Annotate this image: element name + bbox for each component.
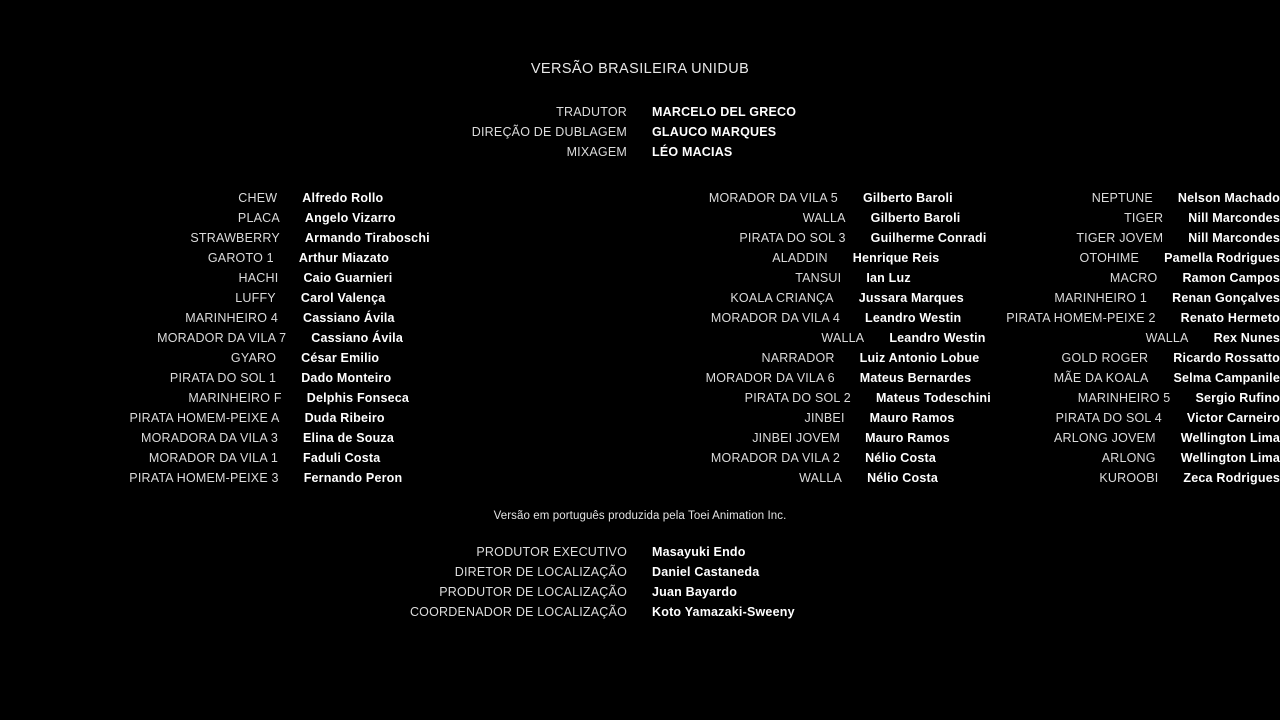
cast-role: GYARO [230,351,277,365]
localization-credits-block [0,542,1280,622]
localization-row [0,542,1280,562]
cast-name: Elina de Souza [303,431,395,445]
cast-role: JINBEI JOVEM [752,431,841,445]
cast-name: Alfredo Rollo [302,191,384,205]
cast-name: Arthur Miazato [298,251,390,265]
cast-role: PIRATA HOMEM-PEIXE 2 [1006,311,1156,325]
localization-row [0,602,1280,622]
cast-name: Jussara Marques [858,291,964,305]
cast-name: Cassiano Ávila [311,331,404,345]
cast-role: MARINHEIRO 5 [1077,391,1171,405]
cast-name: Leandro Westin [889,331,986,345]
cast-role: NEPTUNE [1091,191,1153,205]
staff-row [0,102,1280,122]
localization-row [0,562,1280,582]
cast-role: MORADOR DA VILA 1 [148,451,278,465]
cast-name: Nélio Costa [865,451,937,465]
cast-name: Renato Hermeto [1180,311,1280,325]
cast-name: Leandro Westin [865,311,962,325]
cast-name: Mateus Bernardes [859,371,972,385]
cast-name: Cassiano Ávila [302,311,395,325]
cast-row [0,308,1280,328]
cast-role: ARLONG JOVEM [1053,431,1156,445]
cast-role: HACHI [238,271,279,285]
cast-role: MORADOR DA VILA 6 [705,371,835,385]
cast-name: Rex Nunes [1213,331,1280,345]
cast-row [0,368,1280,388]
cast-row [0,428,1280,448]
staff-credits-block [0,102,1280,162]
cast-row [0,388,1280,408]
cast-name: Zeca Rodrigues [1183,471,1280,485]
cast-row [0,448,1280,468]
localization-role: COORDENADOR DE LOCALIZAÇÃO [409,605,627,619]
localization-role: DIRETOR DE LOCALIZAÇÃO [454,565,627,579]
cast-name: Duda Ribeiro [304,411,385,425]
cast-name: Nélio Costa [867,471,939,485]
cast-name: Wellington Lima [1180,431,1280,445]
cast-role: STRAWBERRY [190,231,280,245]
cast-role: JINBEI [804,411,845,425]
cast-role: LUFFY [235,291,276,305]
cast-name: Caio Guarnieri [303,271,393,285]
cast-role: PIRATA DO SOL 2 [744,391,851,405]
cast-name: Nill Marcondes [1188,231,1280,245]
staff-role: DIREÇÃO DE DUBLAGEM [471,125,627,139]
cast-row [0,408,1280,428]
cast-name: Sergio Rufino [1195,391,1280,405]
cast-role: PIRATA HOMEM-PEIXE A [129,411,280,425]
cast-role: MORADOR DA VILA 7 [157,331,287,345]
staff-row [0,122,1280,142]
cast-role: WALLA [802,211,846,225]
localization-name: Daniel Castaneda [652,565,760,579]
cast-name: Ramon Campos [1182,271,1280,285]
cast-name: Luiz Antonio Lobue [859,351,980,365]
localization-name: Masayuki Endo [652,545,746,559]
cast-name: Mauro Ramos [865,431,950,445]
staff-row [0,142,1280,162]
staff-role: MIXAGEM [566,145,627,159]
cast-role: MACRO [1109,271,1158,285]
cast-role: PIRATA HOMEM-PEIXE 3 [129,471,279,485]
cast-name: Armando Tiraboschi [304,231,430,245]
cast-name: Selma Campanile [1173,371,1280,385]
cast-credits-block [0,188,1280,488]
cast-row [0,188,1280,208]
cast-role: GAROTO 1 [207,251,274,265]
cast-name: Gilberto Baroli [862,191,953,205]
cast-name: Guilherme Conradi [870,231,987,245]
cast-name: Nelson Machado [1177,191,1280,205]
cast-role: PLACA [237,211,280,225]
cast-role: MORADOR DA VILA 5 [708,191,838,205]
cast-role: WALLA [799,471,843,485]
cast-role: MORADORA DA VILA 3 [141,431,278,445]
cast-role: TIGER JOVEM [1076,231,1164,245]
cast-role: OTOHIME [1079,251,1140,265]
cast-row [0,328,1280,348]
cast-row [0,228,1280,248]
cast-name: Pamella Rodrigues [1164,251,1280,265]
cast-role: TANSUI [795,271,842,285]
cast-name: Mateus Todeschini [875,391,991,405]
localization-role: PRODUTOR EXECUTIVO [476,545,627,559]
cast-name: Ricardo Rossatto [1173,351,1280,365]
cast-role: GOLD ROGER [1061,351,1149,365]
cast-role: NARRADOR [761,351,835,365]
cast-role: TIGER [1124,211,1164,225]
cast-role: MÃE DA KOALA [1053,371,1149,385]
cast-row [0,208,1280,228]
cast-role: ALADDIN [772,251,828,265]
cast-role: KOALA CRIANÇA [730,291,834,305]
cast-row [0,268,1280,288]
localization-name: Juan Bayardo [652,585,738,599]
localization-row [0,582,1280,602]
cast-name: Gilberto Baroli [870,211,961,225]
cast-name: Nill Marcondes [1188,211,1280,225]
cast-name: Delphis Fonseca [306,391,410,405]
staff-name: LÉO MACIAS [652,145,733,159]
cast-row [0,248,1280,268]
cast-role: PIRATA DO SOL 4 [1055,411,1162,425]
cast-name: Dado Monteiro [301,371,392,385]
cast-role: ARLONG [1101,451,1156,465]
localization-role: PRODUTOR DE LOCALIZAÇÃO [439,585,627,599]
cast-role: MORADOR DA VILA 4 [710,311,841,325]
cast-row [0,348,1280,368]
cast-role: MARINHEIRO 4 [185,311,278,325]
staff-name: GLAUCO MARQUES [652,125,777,139]
cast-role: CHEW [238,191,278,205]
cast-name: Carol Valença [300,291,386,305]
cast-role: MORADOR DA VILA 2 [710,451,841,465]
cast-name: Fernando Peron [303,471,403,485]
cast-role: MARINHEIRO F [188,391,282,405]
staff-role: TRADUTOR [556,105,627,119]
cast-role: MARINHEIRO 1 [1054,291,1148,305]
cast-role: KUROOBI [1099,471,1159,485]
cast-name: Faduli Costa [303,451,381,465]
cast-name: Angelo Vizarro [304,211,396,225]
cast-role: PIRATA DO SOL 1 [169,371,277,385]
staff-name: MARCELO DEL GRECO [652,105,797,119]
cast-name: Renan Gonçalves [1172,291,1280,305]
cast-role: WALLA [821,331,865,345]
cast-name: Henrique Reis [852,251,940,265]
cast-name: Ian Luz [866,271,911,285]
cast-role: WALLA [1145,331,1189,345]
production-note: Versão em português produzida pela Toei Animation Inc. [493,510,787,522]
cast-name: Mauro Ramos [869,411,955,425]
credits-title: VERSÃO BRASILEIRA UNIDUB [530,61,750,77]
cast-name: Victor Carneiro [1186,411,1280,425]
cast-name: César Emilio [301,351,380,365]
cast-row [0,468,1280,488]
cast-row [0,288,1280,308]
cast-role: PIRATA DO SOL 3 [739,231,846,245]
localization-name: Koto Yamazaki-Sweeny [652,605,795,619]
cast-name: Wellington Lima [1180,451,1280,465]
